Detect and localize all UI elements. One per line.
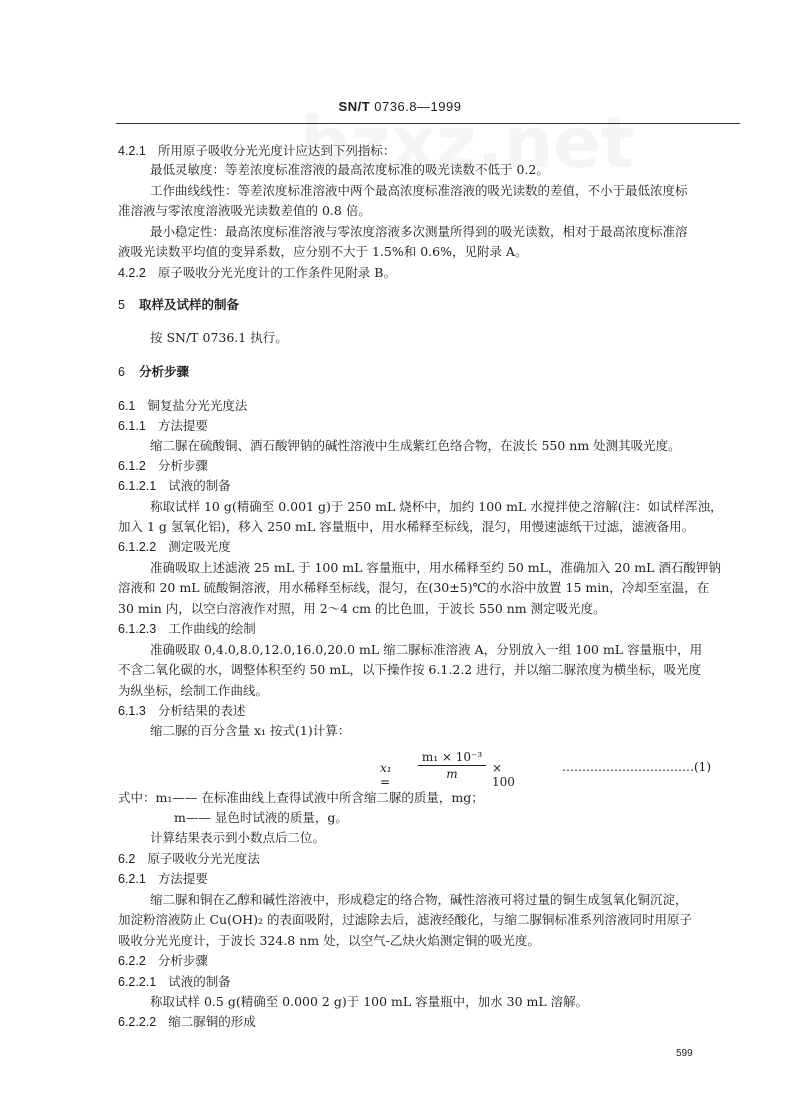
line-text: 加入 1 g 氢氧化铝)，移入 250 mL 容量瓶中，用水稀释至标线，混匀，用慢速滤纸干过滤，滤液备用。	[118, 519, 695, 534]
subsection-heading	[118, 974, 231, 990]
line-text: 缩二脲铜的形成	[168, 1014, 256, 1029]
formula-denominator: m	[446, 767, 458, 781]
paragraph-line	[118, 519, 694, 535]
line-text: 称取试样 0.5 g(精确至 0.000 2 g)于 100 mL 容量瓶中，加水 30 mL 溶解。	[150, 994, 589, 1009]
line-text: 原子吸收分光光度计的工作条件见附录 B。	[157, 265, 396, 280]
section-number: 4.2.2	[118, 266, 146, 280]
paragraph-line	[150, 560, 721, 576]
section-number: 5	[118, 298, 125, 312]
subsection-heading	[118, 851, 260, 867]
paragraph-line	[118, 933, 540, 949]
line-text: 方法提要	[157, 871, 208, 886]
section-number: 6.2.2.2	[118, 1015, 157, 1029]
subsection-heading	[118, 621, 256, 637]
paragraph-line	[150, 830, 325, 846]
line-text: 缩二脲和铜在乙醇和碱性溶液中，形成稳定的络合物，碱性溶液可将过量的铜生成氢氧化铜沉淀，	[150, 892, 688, 907]
line-text: 式中：m₁—— 在标准曲线上查得试液中所含缩二脲的质量，mg；	[118, 790, 484, 805]
subsection-heading	[118, 458, 208, 474]
paragraph-line	[150, 499, 723, 515]
line-text: 缩二脲在硫酸铜、酒石酸钾钠的碱性溶液中生成紫红色络合物，在波长 550 nm 处测其吸光度。	[150, 438, 681, 453]
subsection-heading	[118, 953, 208, 969]
paragraph-line	[150, 183, 688, 199]
paragraph-line	[118, 580, 709, 596]
section-number: 6.1.2.1	[118, 479, 157, 493]
page-number: 599	[676, 1048, 693, 1059]
section-number: 4.2.1	[118, 144, 146, 158]
line-text: 准确吸取上述滤液 25 mL 于 100 mL 容量瓶中，用水稀释至约 50 mL，准确加入 20 mL 酒石酸钾钠	[150, 560, 721, 575]
line-text: 准确吸取 0,4.0,8.0,12.0,16.0,20.0 mL 缩二脲标准溶液 A，分别放入一组 100 mL 容量瓶中，用	[150, 642, 703, 657]
line-text: 30 min 内，以空白溶液作对照，用 2～4 cm 的比色皿，于波长 550 nm 测定吸光度。	[118, 601, 606, 616]
line-text: 取样及试样的制备	[138, 297, 239, 312]
line-text: 试液的制备	[168, 478, 231, 493]
line-text: 方法提要	[157, 418, 208, 433]
subsection-heading	[118, 539, 231, 555]
line-text: 加淀粉溶液防止 Cu(OH)₂ 的表面吸附，过滤除去后，滤液经酸化，与缩二脲铜标准系列溶液同时用原子	[118, 912, 692, 927]
formula-numerator: m₁ × 10⁻³	[418, 750, 486, 766]
formula-rhs: × 100	[492, 761, 515, 789]
section-number: 6.2.1	[118, 872, 146, 886]
section-number: 6.2	[118, 852, 136, 866]
paragraph-line	[150, 438, 681, 454]
paragraph-line	[118, 662, 701, 678]
section-number: 6.2.2	[118, 954, 146, 968]
paragraph-line	[150, 162, 549, 178]
line-text: 铜复盐分光光度法	[147, 398, 248, 413]
line-text: 溶液和 20 mL 硫酸铜溶液，用水稀释至标线，混匀，在(30±5)℃的水浴中放置 15 min，冷却至室温，在	[118, 580, 710, 595]
paragraph-line	[150, 330, 288, 346]
line-text: 缩二脲的百分含量 x₁ 按式(1)计算：	[150, 723, 351, 738]
line-text: 计算结果表示到小数点后二位。	[150, 830, 326, 845]
line-text: 分析步骤	[157, 953, 208, 968]
line-text: m—— 显色时试液的质量，g。	[174, 810, 348, 825]
paragraph-line	[150, 994, 588, 1010]
paragraph-line	[118, 601, 606, 617]
line-text: 为纵坐标，绘制工作曲线。	[118, 683, 269, 698]
subsection-heading	[118, 1014, 256, 1030]
subsection-heading	[118, 703, 245, 719]
subsection-heading	[118, 478, 231, 494]
line-text: 工作曲线线性：等差浓度标准溶液中两个最高浓度标准溶液的吸光读数的差值，不小于最低浓度标	[150, 183, 688, 198]
paragraph-line	[118, 683, 268, 699]
paragraph-line	[118, 244, 527, 260]
header-rule	[116, 123, 740, 124]
line-text: 试液的制备	[168, 974, 231, 989]
subsection-heading	[118, 143, 395, 159]
paragraph-line	[118, 203, 371, 219]
line-text: 液吸光读数平均值的变异系数，应分别不大于 1.5%和 0.6%，见附录 A。	[118, 244, 528, 259]
equation-number: ……………………………(1)	[562, 760, 711, 774]
paragraph-line	[150, 224, 688, 240]
line-text: 不含二氧化碳的水，调整体积至约 50 mL，以下操作按 6.1.2.2 进行，并以缩二脲浓度为横坐标，吸光度	[118, 662, 702, 677]
paragraph-line	[118, 912, 692, 928]
formula-fraction	[418, 750, 486, 781]
paragraph-line	[118, 790, 484, 806]
document-header	[0, 99, 800, 114]
line-text: 原子吸收分光光度法	[147, 851, 260, 866]
subsection-heading	[118, 418, 208, 434]
section-number: 6.1.2.2	[118, 540, 157, 554]
subsection-heading	[118, 871, 208, 887]
section-number: 6.1.2	[118, 459, 146, 473]
standard-code-number: 0736.8—1999	[370, 99, 462, 114]
line-text: 最低灵敏度：等差浓度标准溶液的最高浓度标准的吸光读数不低于 0.2。	[150, 162, 549, 177]
line-text: 吸收分光光度计，于波长 324.8 nm 处，以空气-乙炔火焰测定铜的吸光度。	[118, 933, 540, 948]
line-text: 工作曲线的绘制	[168, 621, 256, 636]
subsection-heading	[118, 398, 247, 414]
section-number: 6.2.2.1	[118, 975, 157, 989]
line-text: 分析结果的表述	[157, 703, 246, 718]
formula-lhs: x₁ =	[380, 761, 392, 789]
line-text: 称取试样 10 g(精确至 0.001 g)于 250 mL 烧杯中，加约 100 mL 水搅拌使之溶解(注：如试样浑浊，	[150, 499, 723, 514]
section-number: 6.1.3	[118, 704, 146, 718]
line-text: 所用原子吸收分光光度计应达到下列指标：	[157, 143, 396, 158]
line-text: 测定吸光度	[168, 539, 231, 554]
section-number: 6.1.1	[118, 419, 146, 433]
section-heading	[118, 364, 189, 380]
line-text: 按 SN/T 0736.1 执行。	[150, 330, 288, 345]
line-text: 分析步骤	[157, 458, 208, 473]
paragraph-line	[150, 892, 688, 908]
standard-code-prefix: SN/T	[338, 99, 371, 114]
line-text: 准溶液与零浓度溶液吸光读数差值的 0.8 倍。	[118, 203, 371, 218]
section-number: 6.1.2.3	[118, 622, 157, 636]
paragraph-line	[150, 642, 702, 658]
paragraph-line	[174, 810, 348, 826]
line-text: 最小稳定性：最高浓度标准溶液与零浓度溶液多次测量所得到的吸光读数，相对于最高浓度标准溶	[150, 224, 688, 239]
subsection-heading	[118, 265, 396, 281]
line-text: 分析步骤	[138, 364, 189, 379]
section-heading	[118, 297, 239, 313]
section-number: 6	[118, 365, 125, 379]
section-number: 6.1	[118, 399, 136, 413]
paragraph-line	[150, 723, 350, 739]
